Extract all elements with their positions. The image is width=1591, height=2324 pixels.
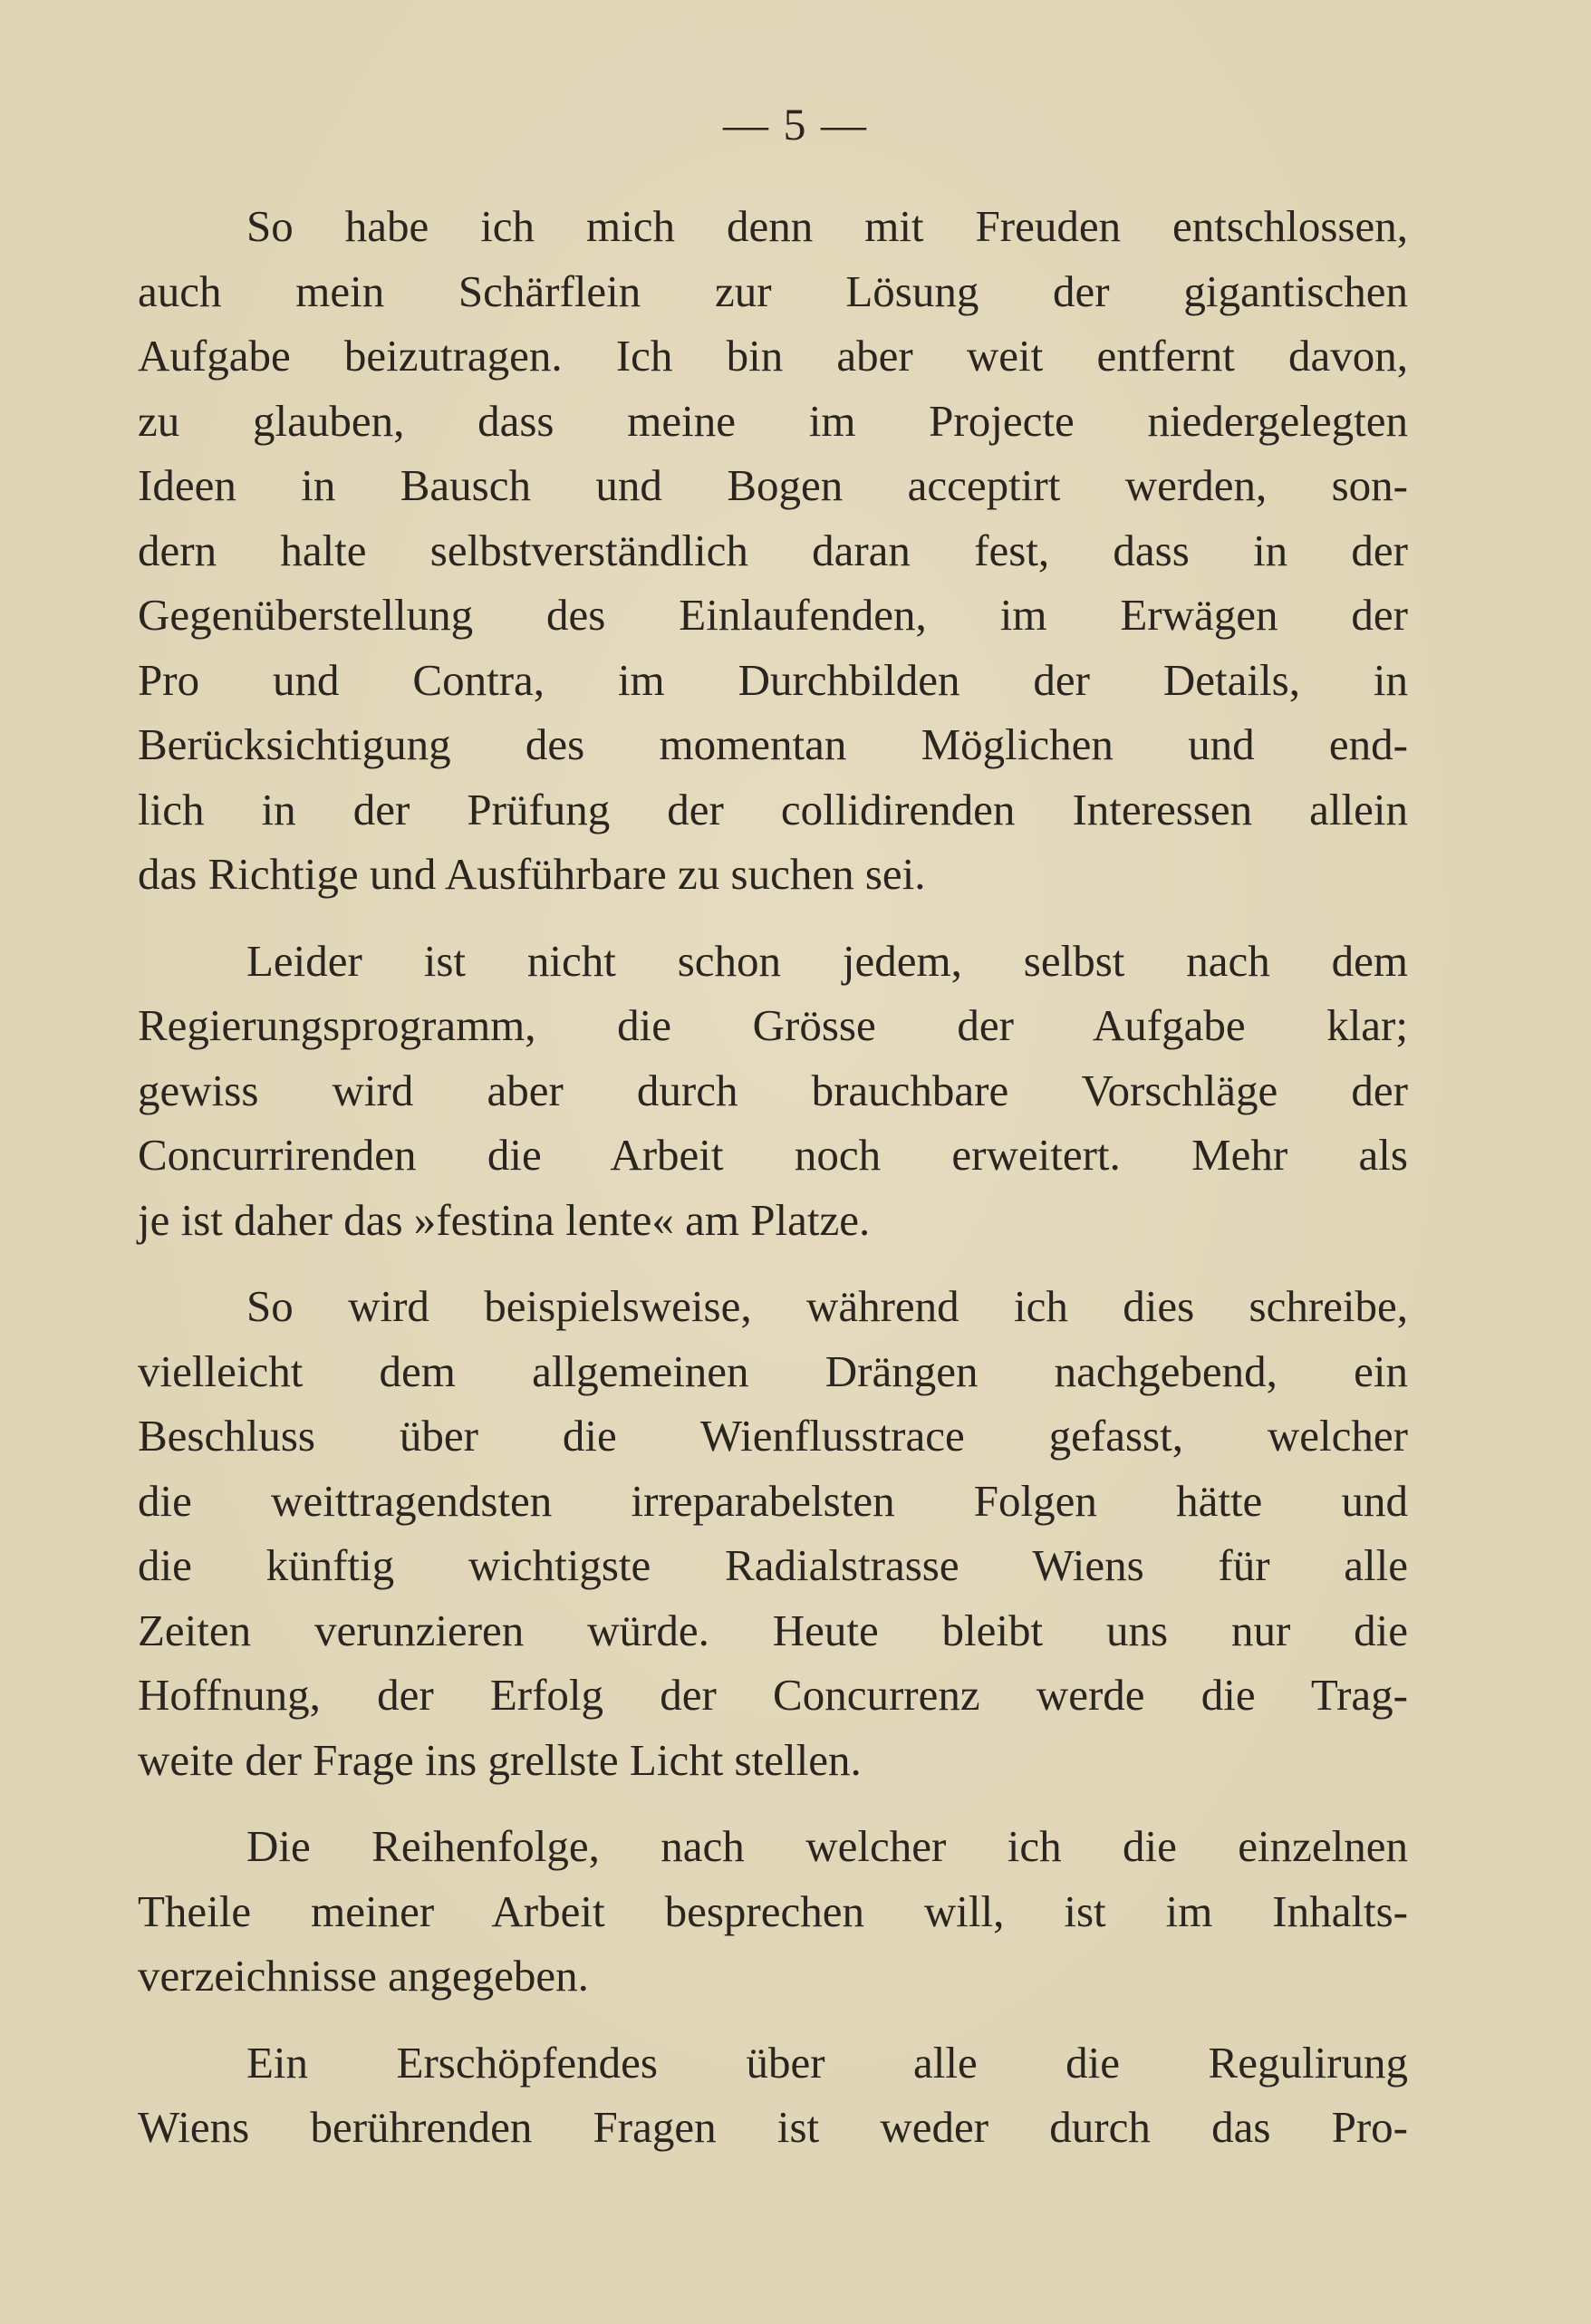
text-line: Regierungsprogramm, die Grösse der Aufgabe klar;: [138, 1000, 1408, 1050]
text-line: weite der Frage ins grellste Licht stellen.: [138, 1734, 862, 1785]
text-line: lich in der Prüfung der collidirenden Interessen allein: [138, 784, 1408, 834]
text-line: auch mein Schärflein zur Lösung der gigantischen: [138, 265, 1408, 316]
paragraph: [138, 194, 1408, 907]
text-line: die weittragendsten irreparabelsten Folgen hätte und: [138, 1475, 1408, 1526]
text-line: Gegenüberstellung des Einlaufenden, im Erwägen der: [138, 590, 1408, 640]
text-line: Hoffnung, der Erfolg der Concurrenz werde die Trag-: [138, 1670, 1408, 1720]
text-line: So wird beispielsweise, während ich dies schreibe,: [246, 1281, 1408, 1331]
text-line: Ideen in Bausch und Bogen acceptirt werden, son-: [138, 460, 1408, 510]
page-number: — 5 —: [723, 99, 868, 149]
paragraph: [138, 1274, 1408, 1792]
text-line: So habe ich mich denn mit Freuden entschlossen,: [246, 201, 1408, 251]
text-line: das Richtige und Ausführbare zu suchen sei.: [138, 849, 926, 899]
text-line: verzeichnisse angegeben.: [138, 1951, 589, 2001]
text-line: Ein Erschöpfendes über alle die Regulirung: [246, 2037, 1408, 2088]
paragraph: [138, 929, 1408, 1253]
text-line: gewiss wird aber durch brauchbare Vorschläge der: [138, 1065, 1408, 1115]
text-line: Concurrirenden die Arbeit noch erweitert. Mehr als: [138, 1130, 1408, 1180]
body-text: [138, 194, 1408, 2182]
text-line: Leider ist nicht schon jedem, selbst nach dem: [246, 935, 1408, 986]
text-line: Wiens berührenden Fragen ist weder durch das Pro-: [138, 2102, 1408, 2152]
text-line: Theile meiner Arbeit besprechen will, ist im Inhalts-: [138, 1885, 1408, 1936]
text-line: je ist daher das »festina lente« am Platze.: [138, 1194, 871, 1245]
text-line: die künftig wichtigste Radialstrasse Wiens für alle: [138, 1540, 1408, 1590]
text-line: Berücksichtigung des momentan Möglichen und end-: [138, 719, 1408, 769]
text-line: Pro und Contra, im Durchbilden der Details, in: [138, 654, 1408, 705]
paragraph: [138, 2030, 1408, 2160]
text-line: Aufgabe beizutragen. Ich bin aber weit entfernt davon,: [138, 331, 1408, 381]
text-line: dern halte selbstverständlich daran fest, dass in der: [138, 525, 1408, 575]
text-line: vielleicht dem allgemeinen Drängen nachgebend, ein: [138, 1345, 1408, 1396]
paragraph: [138, 1814, 1408, 2009]
text-line: Zeiten verunzieren würde. Heute bleibt uns nur die: [138, 1605, 1408, 1655]
text-line: Die Reihenfolge, nach welcher ich die einzelnen: [246, 1821, 1408, 1871]
text-line: Beschluss über die Wienflusstrace gefasst, welcher: [138, 1411, 1408, 1461]
text-line: zu glauben, dass meine im Projecte niedergelegten: [138, 395, 1408, 446]
